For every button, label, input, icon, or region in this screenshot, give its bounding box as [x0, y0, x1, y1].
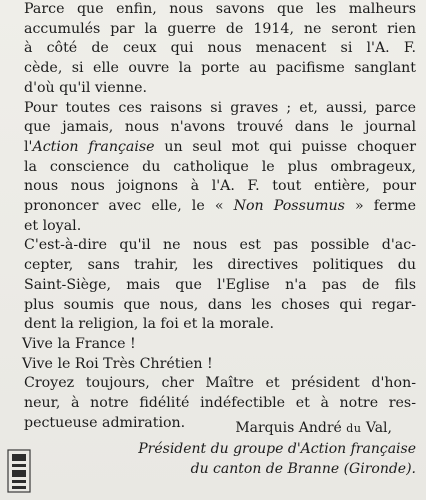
text-fragment: l' — [24, 138, 33, 155]
paragraph — [8, 236, 416, 335]
text-line: nous nous joignons à l'A. F. tout entière, pour — [24, 178, 416, 195]
text-line — [8, 197, 416, 217]
text-line: Croyez toujours, cher Maître et président d'hon- — [24, 375, 416, 392]
paragraph — [8, 99, 416, 237]
article-body — [8, 0, 416, 433]
printer-mark-icon — [6, 448, 32, 494]
text-line: pectueuse admiration. — [24, 414, 186, 431]
text-line: cède, si elle ouvre la porte au pacifisme sanglant — [24, 60, 416, 77]
name-particle: du — [346, 422, 362, 435]
text-line: cepter, sans trahir, les directives politiques du — [24, 257, 416, 274]
signature-block — [96, 418, 416, 479]
name-prefix: Marquis André — [235, 420, 347, 436]
text-line: Vive le Roi Très Chrétien ! — [22, 355, 213, 372]
text-line: d'où qu'il vienne. — [24, 79, 148, 96]
signatory-title: Président du groupe d'Action française — [138, 441, 416, 457]
signatory-place: du canton de Branne (Gironde). — [190, 461, 416, 477]
text-line: Pour toutes ces raisons si graves ; et, aussi, parce — [24, 99, 416, 116]
name-suffix: Val, — [361, 420, 392, 436]
text-line: et loyal. — [24, 217, 82, 234]
text-line — [8, 138, 416, 158]
text-line: dent la religion, la foi et la morale. — [24, 316, 275, 333]
text-line: à côté de ceux qui nous menacent si l'A. F. — [24, 40, 416, 57]
text-line: accumulés par la guerre de 1914, ne seront rien — [24, 20, 416, 37]
text-fragment: prononcer avec elle, le « — [24, 198, 234, 215]
newspaper-title: Action française — [32, 138, 155, 155]
text-line: Saint-Siège, mais que l'Eglise n'a pas de fils — [24, 276, 416, 293]
text-line: la conscience du catholique le plus ombrageux, — [24, 158, 416, 175]
text-line: que jamais, nous n'avons trouvé dans le journal — [24, 119, 416, 136]
text-fragment: un seul mot qui puisse choquer — [154, 138, 416, 155]
paragraph — [8, 335, 416, 355]
text-line: Parce que enfin, nous savons que les malheurs — [24, 1, 416, 17]
text-fragment: » ferme — [344, 198, 416, 215]
text-line: Vive la France ! — [22, 335, 136, 352]
text-line: neur, à notre fidélité indéfectible et à notre res- — [24, 395, 416, 412]
paragraph — [8, 0, 416, 99]
signatory-name — [96, 418, 416, 439]
text-line: C'est-à-dire qu'il ne nous est pas possible d'ac- — [24, 237, 416, 254]
latin-phrase: Non Possumus — [233, 198, 345, 215]
paragraph — [8, 355, 416, 375]
text-line: plus soumis que nous, dans les choses qui regar- — [24, 296, 416, 313]
